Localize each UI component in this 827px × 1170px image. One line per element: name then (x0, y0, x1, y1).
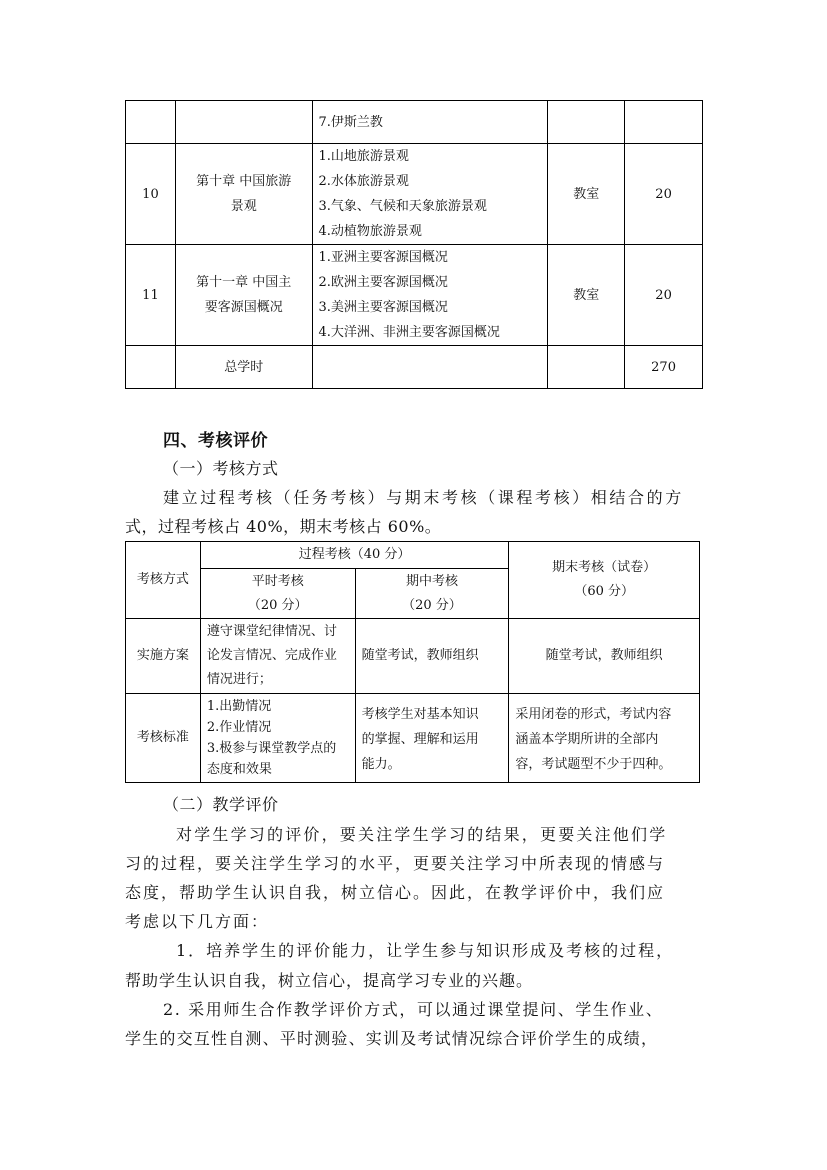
cell-line: 能力。 (361, 757, 401, 772)
cell-line: 涵盖本学期所讲的全部内 (515, 732, 659, 747)
chapter-number: 10 (126, 144, 176, 245)
paragraph-line: 对学生学习的评价，要关注学生学习的结果，更要关注他们学 (176, 825, 668, 844)
final-title: 期末考核（试卷） (552, 560, 657, 575)
cell-line: 采用闭卷的形式，考试内容 (515, 707, 672, 722)
empty-cell (312, 346, 548, 389)
total-hours: 270 (625, 346, 703, 389)
cell-line: 容，考试题型不少于四种。 (515, 757, 672, 772)
cell-line: 论发言情况、完成作业 (206, 648, 337, 663)
midterm-score: （20 分） (402, 597, 462, 613)
plan-label: 实施方案 (126, 619, 201, 694)
standard-usual (200, 694, 355, 783)
standard-final (509, 694, 700, 783)
section-heading: 四、考核评价 (163, 431, 268, 451)
teaching-place: 教室 (548, 245, 625, 346)
usual-title: 平时考核 (251, 573, 304, 589)
chapter-title (175, 245, 312, 346)
class-hours: 20 (625, 144, 703, 245)
cell-line: 考核学生对基本知识 (361, 707, 479, 722)
table-row (126, 245, 703, 346)
chapter-items (312, 101, 548, 144)
paragraph-line: 学生的交互性自测、平时测验、实训及考试情况综合评价学生的成绩， (125, 1029, 659, 1048)
final-header (509, 542, 700, 619)
cell-line: 3.极参与课堂教学点的 (206, 741, 337, 756)
paragraph-line: 考虑以下几方面： (125, 912, 270, 931)
subsection-heading: （一）考核方式 (163, 459, 279, 478)
chapter-title-line: 第十章 中国旅游 (196, 174, 292, 189)
teaching-place (548, 101, 625, 144)
paragraph-line: 态度，帮助学生认识自我，树立信心。因此，在教学评价中，我们应 (125, 883, 666, 902)
paragraph-line: 建立过程考核（任务考核）与期末考核（课程考核）相结合的方 (163, 488, 684, 507)
item-text: 3.气象、气候和天象旅游景观 (318, 199, 487, 214)
teaching-place: 教室 (548, 144, 625, 245)
chapter-title-line: 要客源国概况 (204, 300, 283, 315)
table-header-row (126, 542, 700, 569)
cell-line: 遵守课堂纪律情况、讨 (206, 624, 337, 639)
chapter-title (175, 101, 312, 144)
standard-midterm (355, 694, 509, 783)
item-text: 2.欧洲主要客源国概况 (318, 275, 448, 290)
class-hours: 20 (625, 245, 703, 346)
chapter-title-line: 景观 (230, 199, 257, 214)
chapter-items (312, 144, 548, 245)
assessment-table (125, 541, 700, 783)
empty-cell (126, 346, 176, 389)
cell-line: 1.出勤情况 (206, 699, 272, 714)
cell-line: 情况进行； (206, 672, 272, 687)
class-hours (625, 101, 703, 144)
plan-final: 随堂考试，教师组织 (509, 619, 700, 694)
chapter-title-line: 第十一章 中国主 (196, 275, 292, 290)
cell-line: 2.作业情况 (206, 720, 272, 735)
total-label: 总学时 (175, 346, 312, 389)
table-row (126, 694, 700, 783)
table-row (126, 619, 700, 694)
table-row (126, 144, 703, 245)
item-text: 4.动植物旅游景观 (318, 224, 422, 239)
paragraph-line: 2. 采用师生合作教学评价方式，可以通过课堂提问、学生作业、 (163, 1000, 664, 1019)
chapter-items (312, 245, 548, 346)
standard-label: 考核标准 (126, 694, 201, 783)
paragraph-line: 帮助学生认识自我，树立信心，提高学习专业的兴趣。 (125, 971, 534, 990)
method-label: 考核方式 (126, 542, 201, 619)
item-text: 3.美洲主要客源国概况 (318, 300, 448, 315)
total-row (126, 346, 703, 389)
midterm-title: 期中考核 (405, 573, 458, 589)
paragraph-line: 1．培养学生的评价能力，让学生参与知识形成及考核的过程， (176, 941, 675, 960)
table-row (126, 101, 703, 144)
usual-header (200, 569, 355, 619)
item-text: 1.亚洲主要客源国概况 (318, 250, 448, 265)
chapter-title (175, 144, 312, 245)
plan-midterm: 随堂考试，教师组织 (355, 619, 509, 694)
final-score: （60 分） (574, 584, 634, 599)
paragraph-line: 式，过程考核占 40%，期末考核占 60%。 (125, 517, 442, 536)
empty-cell (548, 346, 625, 389)
paragraph-line: 习的过程，要关注学生学习的水平，更要关注学习中所表现的情感与 (125, 854, 666, 873)
process-header: 过程考核（40 分） (200, 542, 508, 569)
midterm-header (355, 569, 509, 619)
chapter-number: 11 (126, 245, 176, 346)
cell-line: 态度和效果 (206, 762, 272, 777)
item-text: 1.山地旅游景观 (318, 149, 409, 164)
chapter-number (126, 101, 176, 144)
item-text: 7.伊斯兰教 (318, 114, 383, 130)
item-text: 4.大洋洲、非洲主要客源国概况 (318, 325, 500, 340)
item-text: 2.水体旅游景观 (318, 174, 409, 189)
subsection-heading: （二）教学评价 (163, 795, 279, 814)
schedule-table (125, 100, 703, 389)
plan-usual (200, 619, 355, 694)
cell-line: 的掌握、理解和运用 (361, 732, 479, 747)
usual-score: （20 分） (247, 597, 308, 613)
